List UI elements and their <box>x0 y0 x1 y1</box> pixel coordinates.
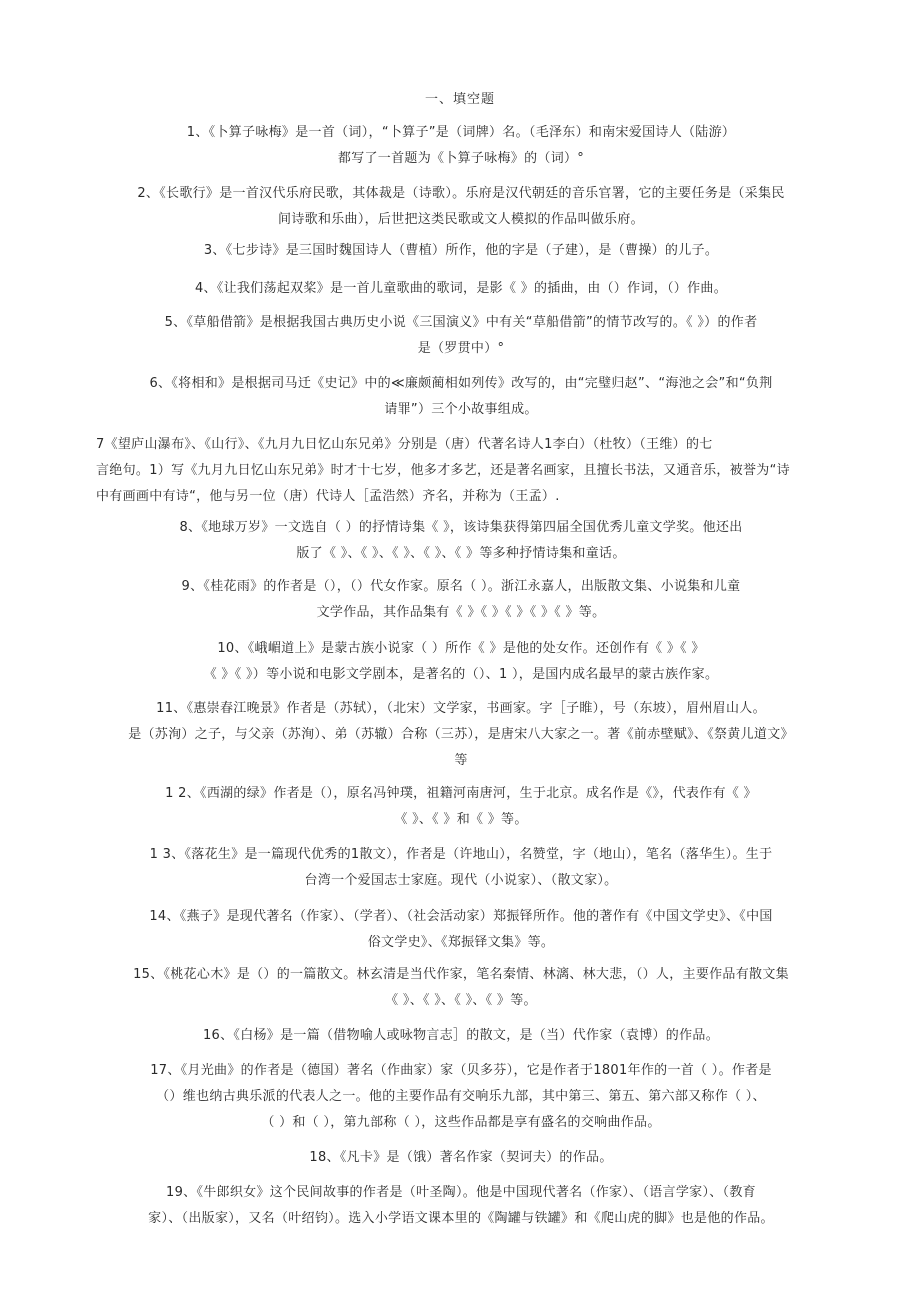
question-line: 《 》《 》）等小说和电影文学剧本，是著名的（）、1 ），是国内成名最早的蒙古族作家。 <box>203 667 719 682</box>
question-line: 中有画画中有诗“，他与另一位（唐）代诗人［孟浩然）齐名，并称为（王孟）. <box>96 489 560 504</box>
question-line: 9、《桂花雨》的作者是（），（）代女作家。原名（ ）。浙江永嘉人，出版散文集、小说集和儿童 <box>181 579 741 594</box>
question-line: 台湾一个爱国志士家庭。现代（小说家）、（散文家）。 <box>304 873 618 888</box>
question-line: 4、《让我们荡起双桨》是一首儿童歌曲的歌词，是影《 》的插曲，由（）作词，（）作曲。 <box>194 281 727 296</box>
question-line: （）维也纳古典乐派的代表人之一。他的主要作品有交响乐九部，其中第三、第五、第六部又称作（ ）、 <box>156 1089 766 1104</box>
question-line: 2、《长歌行》是一首汉代乐府民歌，其体裁是（诗歌）。乐府是汉代朝廷的音乐官署，它的主要任务是（采集民 <box>137 186 785 201</box>
question-item <box>96 432 826 510</box>
question-line: 17、《月光曲》的作者是（德国）著名（作曲家）家（贝多芬），它是作者于1801年作的一首（ ）。作者是 <box>150 1063 772 1078</box>
question-line: 5、《草船借箭》是根据我国古典历史小说《三国演义》中有关“草船借箭”的情节改写的。《 》）的作者 <box>164 315 758 330</box>
question-line: 1 3、《落花生》是一篇现代优秀的1散文），作者是（许地山），名赞堂，字（地山），笔名（落华生）。生于 <box>149 847 773 862</box>
question-line: 1、《卜算子咏梅》是一首（词），“卜算子”是（词牌）名。（毛泽东）和南宋爱国诗人（陆游） <box>186 125 736 140</box>
question-line: 请罪”）三个小故事组成。 <box>384 402 538 417</box>
question-item <box>96 781 826 833</box>
question-line: 11、《惠崇春江晚景》作者是（苏轼），（北宋）文学家，书画家。字［子睢），号（东坡），眉州眉山人。 <box>156 701 766 716</box>
question-line: 16、《白杨》是一篇（借物喻人或咏物言志］的散文，是（当）代作家（袁博）的作品。 <box>202 1028 720 1043</box>
question-line: 6、《将相和》是根据司马迁《史记》中的≪廉颇蔺相如列传》改写的，由“完璧归赵”、“海池之会”和“负荆 <box>149 376 773 391</box>
question-item <box>96 696 826 774</box>
question-line: 19、《牛郎织女》这个民间故事的作者是（叶圣陶）。他是中国现代著名（作家）、（语言学家）、（教育 <box>166 1185 756 1200</box>
question-item <box>96 1023 826 1049</box>
question-line: 14、《燕子》是现代著名（作家）、（学者）、（社会活动家）郑振铎所作。他的著作有《中国文学史》、《中国 <box>149 909 773 924</box>
question-line: 《 》、《 》、《 》、《 》等。 <box>385 993 537 1008</box>
question-line: 家）、（出版家），又名（叶绍钧）。选入小学语文课本里的《陶罐与铁罐》和《爬山虎的脚》也是他的作品。 <box>148 1211 774 1226</box>
question-line: 间诗歌和乐曲），后世把这类民歌或文人模拟的作品叫做乐府。 <box>278 212 644 227</box>
question-line: 都写了一首题为《卜算子咏梅》的（词）° <box>337 151 585 166</box>
question-line: 文学作品，其作品集有《 》《 》《 》《 》《 》等。 <box>316 605 606 620</box>
question-item <box>96 238 826 264</box>
question-line: 《 》、《 》和《 》等。 <box>394 812 528 827</box>
question-item <box>96 574 826 626</box>
question-item <box>96 904 826 956</box>
question-item <box>96 515 826 567</box>
question-item <box>96 371 826 423</box>
question-item <box>96 842 826 894</box>
question-line: 7《望庐山瀑布》、《山行》、《九月九日忆山东兄弟》分别是（唐）代著名诗人1李白）（杜牧）（王维）的七 <box>96 437 713 452</box>
question-item <box>96 1145 826 1171</box>
question-item <box>96 120 826 172</box>
question-line: 8、《地球万岁》一文选自（ ）的抒情诗集《 》，该诗集获得第四届全国优秀儿童文学奖。他还出 <box>179 520 743 535</box>
question-line: （ ）和（ ），第九部称（ ），这些作品都是享有盛名的交响曲作品。 <box>261 1115 661 1130</box>
question-line: 是（罗贯中）° <box>417 341 505 356</box>
question-item <box>96 1180 826 1232</box>
question-line: 俗文学史》、《郑振铎文集》等。 <box>367 935 555 950</box>
question-item <box>96 276 826 302</box>
question-line: 等 <box>454 753 468 768</box>
question-item <box>96 1058 826 1136</box>
question-line: 言绝句。1）写《九月九日忆山东兄弟》时才十七岁，他多才多艺，还是著名画家，且擅长书法，又通音乐，被誉为“诗 <box>96 463 790 478</box>
question-item <box>96 962 826 1014</box>
question-line: 1 2、《西湖的绿》作者是（），原名冯钟璞，祖籍河南唐河，生于北京。成名作是《》，代表作有《 》 <box>165 786 757 801</box>
question-item <box>96 310 826 362</box>
question-line: 是（苏洵）之子，与父亲（苏洵）、弟（苏辙）合称（三苏），是唐宋八大家之一。著《前赤壁赋》、《祭黄儿道文》 <box>128 727 794 742</box>
question-item <box>96 636 826 688</box>
question-line: 版了《 》、《 》、《 》、《 》、《 》等多种抒情诗集和童话。 <box>296 546 626 561</box>
question-line: 18、《凡卡》是（饿）著名作家（契诃夫）的作品。 <box>309 1150 613 1165</box>
section-title: 一、填空题 <box>424 92 495 107</box>
question-line: 10、《峨嵋道上》是蒙古族小说家（ ）所作《 》是他的处女作。还创作有《 》《 》 <box>217 641 705 656</box>
question-line: 3、《七步诗》是三国时魏国诗人（曹植）所作，他的字是（子建），是（曹操）的儿子。 <box>203 243 719 258</box>
question-item <box>96 181 826 233</box>
question-line: 15、《桃花心木》是（）的一篇散文。林玄清是当代作家，笔名秦情、林漓、林大悲，（）人，主要作品有散文集 <box>133 967 789 982</box>
